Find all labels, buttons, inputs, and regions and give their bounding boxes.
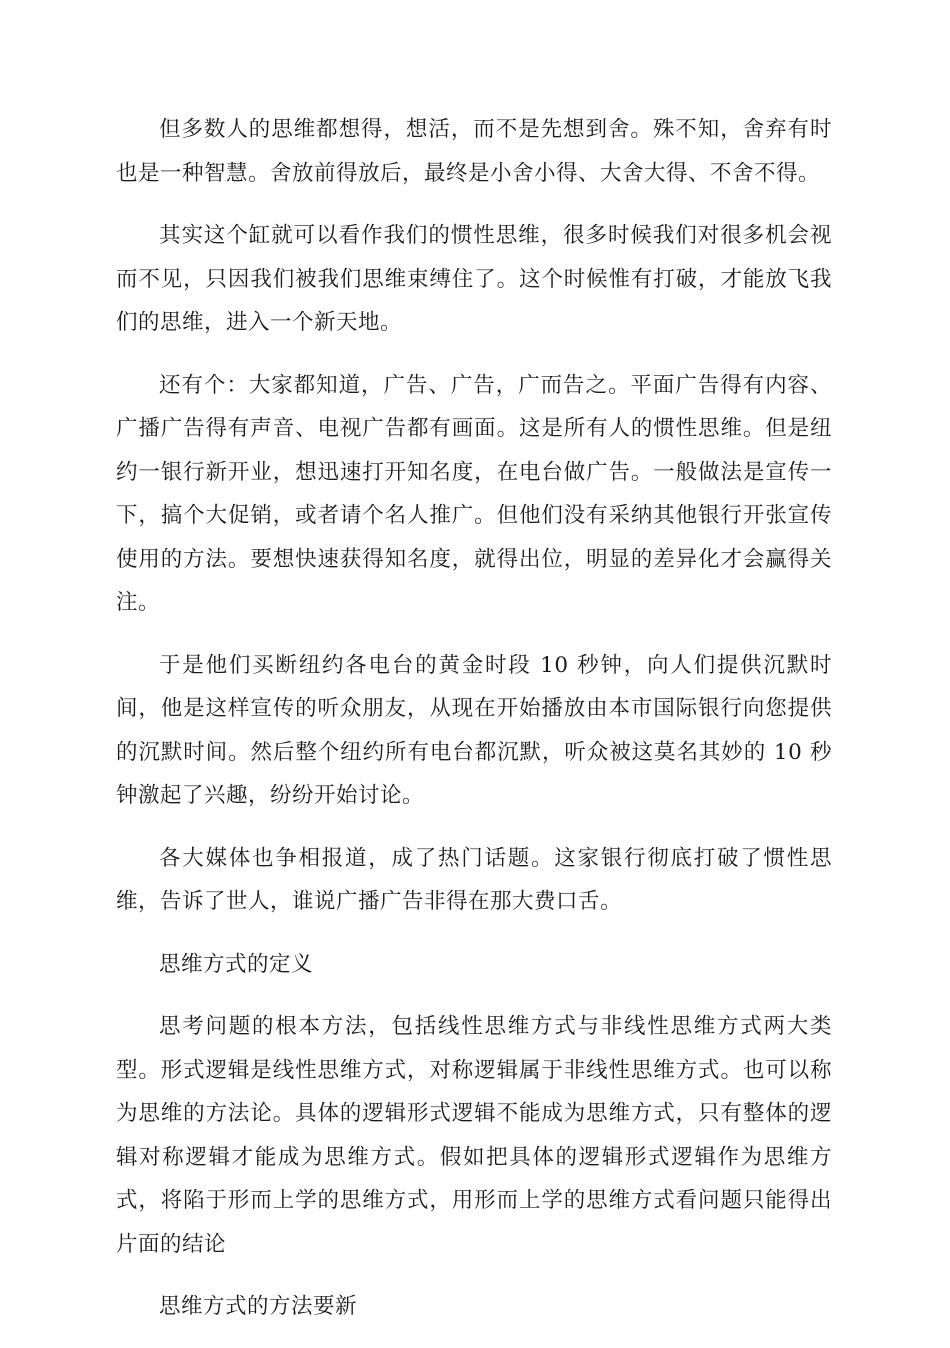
paragraph-inertial-thinking: 其实这个缸就可以看作我们的惯性思维，很多时候我们对很多机会视而不见，只因我们被我们思维束缚住了。这个时候惟有打破，才能放飞我们的思维，进入一个新天地。 [116, 223, 832, 335]
paragraph-silent-time: 于是他们买断纽约各电台的黄金时段 10 秒钟，向人们提供沉默时间，他是这样宣传的听众朋友，从现在开始播放由本市国际银行向您提供的沉默时间。然后整个纽约所有电台都沉默，听众被这莫名其妙的 10 秒钟激起了兴趣，纷纷开始讨论。 [116, 652, 832, 808]
paragraph-definition: 思考问题的根本方法，包括线性思维方式与非线性思维方式两大类型。形式逻辑是线性思维方式，对称逻辑属于非线性思维方式。也可以称为思维的方法论。具体的逻辑形式逻辑不能成为思维方式，只有整体的逻辑对称逻辑才能成为思维方式。假如把具体的逻辑形式逻辑作为思维方式，将陷于形而上学的思维方式，用形而上学的思维方式看问题只能得出片面的结论 [116, 1014, 832, 1257]
paragraph-advertising: 还有个：大家都知道，广告、广告，广而告之。平面广告得有内容、广播广告得有声音、电视广告都有画面。这是所有人的惯性思维。但是纽约一银行新开业，想迅速打开知名度，在电台做广告。一般做法是宣传一下，搞个大促销，或者请个名人推广。但他们没有采纳其他银行开张宣传使用的方法。要想快速获得知名度，就得出位，明显的差异化才会赢得关注。 [116, 372, 832, 615]
section-heading-definition: 思维方式的定义 [159, 951, 314, 977]
document-body [116, 108, 832, 1348]
paragraph-media-coverage: 各大媒体也争相报道，成了热门话题。这家银行彻底打破了惯性思维，告诉了世人，谁说广播广告非得在那大费口舌。 [116, 845, 832, 914]
paragraph-trade-off: 但多数人的思维都想得，想活，而不是先想到舍。殊不知，舍弃有时也是一种智慧。舍放前得放后，最终是小舍小得、大舍大得、不舍不得。 [116, 117, 832, 186]
section-heading-method: 思维方式的方法要新 [159, 1294, 358, 1319]
